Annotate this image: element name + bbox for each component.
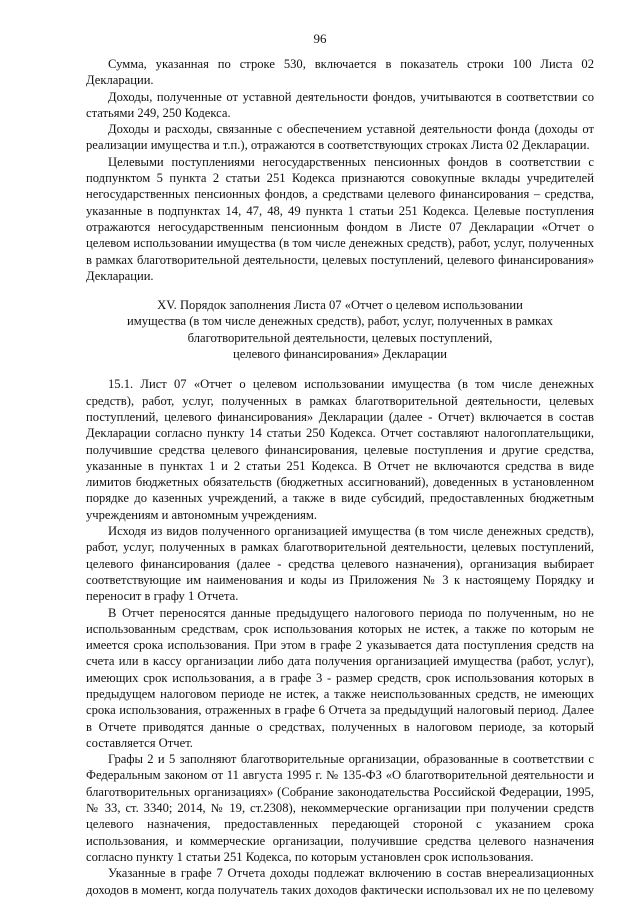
paragraph: Исходя из видов полученного организацией имущества (в том числе денежных средств), работ, услуг, полученных в рамках благотворительной деятельности, целевых поступлений, целевого финансирования (далее - средства целевого назначения), организация выбирает соответствующие им наименования и коды из Приложения № 3 к настоящему Порядку и переносит в графу 1 Отчета. <box>86 524 594 604</box>
paragraph: Целевыми поступлениями негосударственных пенсионных фондов в соответствии с подпунктом 5 пункта 2 статьи 251 Кодекса признаются совокупные вклады учредителей негосударственных пенсионных фондов, а средствами целевого финансирования – средства, указанные в подпунктах 14, 47, 48, 49 пункта 1 статьи 251 Кодекса. Целевые поступления отражаются негосударственным пенсионным фондом в Листе 07 Декларации «Отчет о целевом использовании имущества (в том числе денежных средств), работ, услуг, полученных в рамках благотворительной деятельности, целевых поступлений, целевого финансирования» Декларации. <box>86 154 594 283</box>
paragraph: 15.1. Лист 07 «Отчет о целевом использовании имущества (в том числе денежных средств), работ, услуг, полученных в рамках благотворительной деятельности, целевых поступлений, целевого финансирования» Декларации (далее - Отчет) включается в состав Декларации согласно пункту 14 статьи 250 Кодекса. Отчет составляют налогоплательщики, получившие средства целевого финансирования, целевые поступления и другие средства, указанные в пунктах 1 и 2 статьи 251 Кодекса. В Отчет не включаются средства в виде лимитов бюджетных обязательств (бюджетных ассигнований), доведенных в установленном порядке до казенных учреждений, а также в виде субсидий, предоставленных бюджетным учреждениям и автономным учреждениям. <box>86 377 594 522</box>
paragraph: Графы 2 и 5 заполняют благотворительные организации, образованные в соответствии с Федеральным законом от 11 августа 1995 г. № 135-ФЗ «О благотворительной деятельности и благотворительных организациях» (Собрание законодательства Российской Федерации, 1995, № 33, ст. 3340; 2014, № 19, ст.2308), некоммерческие организации при получении средств целевого назначения, предоставленных передающей стороной с указанием срока использования, и коммерческие организации, получившие средства целевого назначения согласно пункту 1 статьи 251 Кодекса, по которым установлен срок использования. <box>86 752 594 864</box>
section-heading-line: XV. Порядок заполнения Листа 07 «Отчет о целевом использовании <box>157 298 523 313</box>
section-heading-line: имущества (в том числе денежных средств), работ, услуг, полученных в рамках <box>127 314 553 329</box>
paragraph: Доходы, полученные от уставной деятельности фондов, учитываются в соответствии со статьями 249, 250 Кодекса. <box>86 89 594 120</box>
section-heading <box>86 297 594 362</box>
section-heading-line: благотворительной деятельности, целевых поступлений, <box>187 330 493 345</box>
paragraph: В Отчет переносятся данные предыдущего налогового периода по полученным, но не использованным средствам, срок использования которых не истек, а также по которым не имеется срока использования. При этом в графе 2 указывается дата поступления средств на счета или в кассу организации либо дата получения организацией имущества (работ, услуг), имеющих срок использования, а в графе 3 - размер средств, срок использования которых в предыдущем налоговом периоде не истек, а также неиспользованных средств, не имеющих срока использования, отраженных в графе 6 Отчета за предыдущий налоговый период. Далее в Отчете приводятся данные о средствах, полученных в налоговом периоде, за который составляется Отчет. <box>86 605 594 750</box>
paragraph: Доходы и расходы, связанные с обеспечением уставной деятельности фонда (доходы от реализации имущества и т.п.), отражаются в соответствующих строках Листа 02 Декларации. <box>86 122 594 153</box>
paragraph: Сумма, указанная по строке 530, включается в показатель строки 100 Листа 02 Декларации. <box>86 57 594 88</box>
paragraph: Указанные в графе 7 Отчета доходы подлежат включению в состав внереализационных доходов в момент, когда получатель таких доходов фактически использовал их не по целевому <box>86 866 594 897</box>
section-heading-line: целевого финансирования» Декларации <box>232 347 448 362</box>
page-number: 96 <box>313 31 327 46</box>
document-body <box>86 56 594 898</box>
